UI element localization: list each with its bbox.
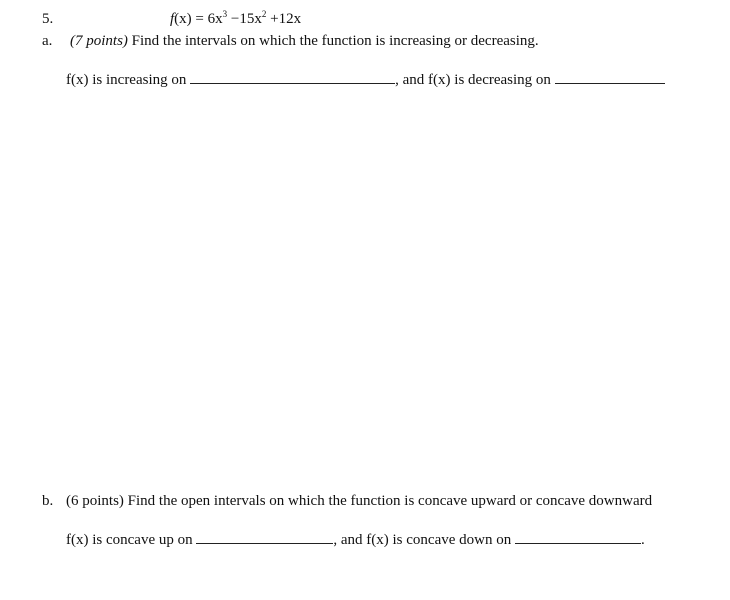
concave-down-answer-blank[interactable]	[515, 529, 641, 544]
equals-sign: =	[195, 11, 204, 27]
increasing-answer-blank[interactable]	[190, 69, 395, 84]
term-1: $6x^3$	[207, 9, 228, 27]
function-definition	[170, 10, 301, 28]
part-a-question	[70, 32, 539, 50]
decreasing-label: , and f(x) is decreasing on	[395, 72, 551, 88]
increasing-label: f(x) is increasing on	[66, 72, 187, 88]
part-a-prompt: Find the intervals on which the function is increasing or decreasing.	[131, 33, 539, 49]
concave-up-label: f(x) is concave up on	[66, 532, 193, 548]
function-name: f	[170, 11, 175, 27]
part-a-label: a.	[42, 33, 53, 49]
part-b-answer-line	[66, 529, 645, 549]
part-a-points: (7 points)	[70, 33, 128, 49]
term-2: $-15x^2$	[230, 9, 267, 27]
concave-up-answer-blank[interactable]	[196, 529, 333, 544]
part-a-answer-line	[66, 69, 665, 89]
decreasing-answer-blank[interactable]	[555, 69, 665, 84]
concave-down-label: , and f(x) is concave down on	[333, 532, 512, 548]
final-period: .	[641, 532, 645, 548]
function-argument: (x)	[174, 11, 192, 27]
part-b-label: b.	[42, 493, 54, 509]
problem-number: 5.	[42, 11, 54, 27]
part-b-prompt: (6 points) Find the open intervals on which the function is concave upward or concave downward	[66, 493, 653, 509]
term-3: +12x	[270, 11, 302, 27]
